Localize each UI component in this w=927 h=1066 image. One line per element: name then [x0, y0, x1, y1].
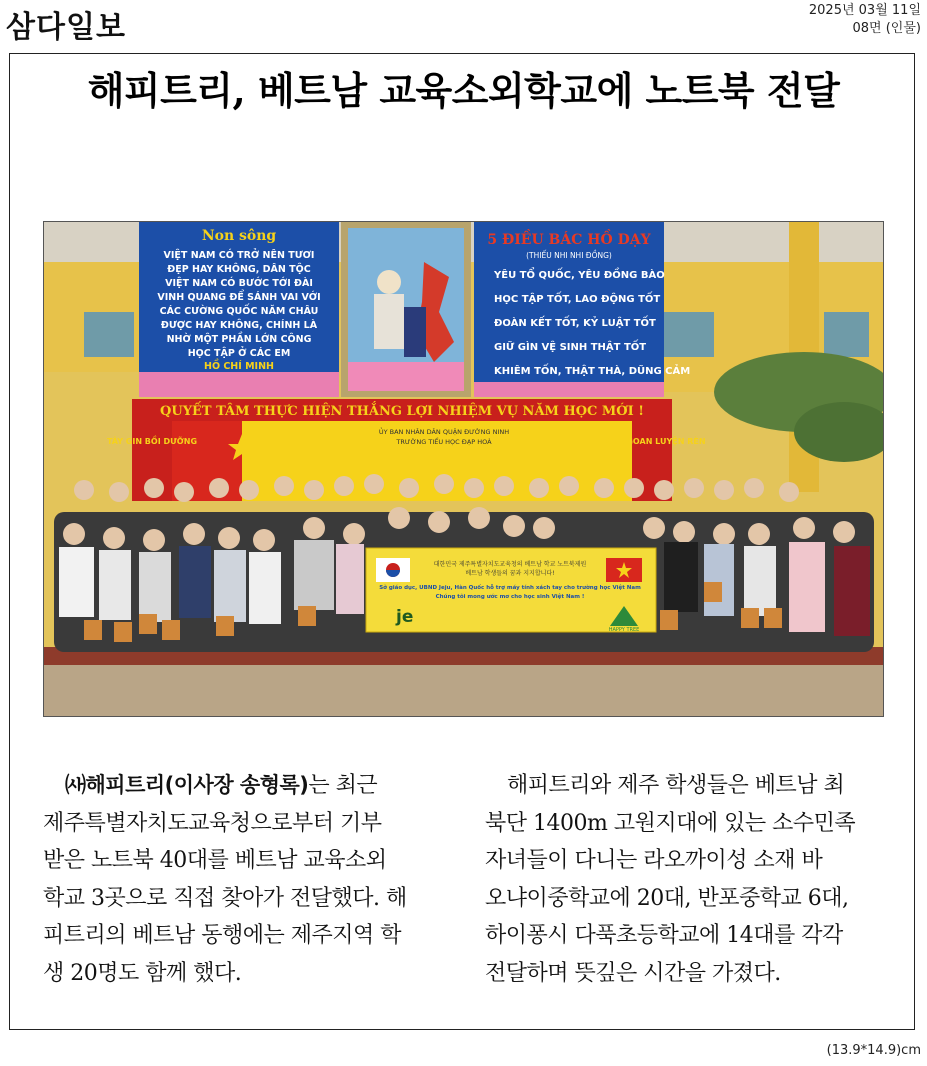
- article-line: 자녀들이 다니는 라오까이성 소재 바: [485, 848, 823, 873]
- banner-left-line: VIỆT NAM CÓ TRỞ NÊN TƯƠI: [163, 250, 315, 261]
- article-line: 하이퐁시 다푹초등학교에 14대를 각각: [485, 923, 843, 948]
- newspaper-masthead: 삼다일보: [6, 10, 126, 45]
- stage-line-1: ỦY BAN NHÂN DÂN QUẬN ĐƯỜNG NINH: [378, 428, 510, 436]
- article-column-left: [43, 767, 443, 992]
- banner-left-signature: HỒ CHÍ MINH: [204, 361, 274, 372]
- article-line: 생 20명도 함께 했다.: [43, 960, 242, 986]
- banner-left-line: ĐẸP HAY KHÔNG, DÂN TỘC: [167, 264, 311, 275]
- article-line: 해피트리와 제주 학생들은 베트남 최: [507, 773, 845, 798]
- banner-left-line: ĐƯỢC HAY KHÔNG, CHÍNH LÀ: [160, 320, 318, 331]
- banner-right-item: HỌC TẬP TỐT, LAO ĐỘNG TỐT: [494, 294, 661, 305]
- banner-right-item: KHIÊM TỐN, THẬT THÀ, DŨNG CẢM: [494, 366, 691, 377]
- held-banner-line-4: Chúng tôi mong ước mơ cho học sinh Việt Nam !: [435, 594, 585, 600]
- held-banner-line-2: 베트남 학생들의 꿈과 지지합니다!: [465, 570, 555, 577]
- group-photo-illustration: [44, 222, 884, 717]
- article-line: 피트리의 베트남 동행에는 제주지역 학: [43, 923, 402, 948]
- stage-left-sign: TÂY GIN BỒI DƯỠNG: [106, 437, 198, 446]
- banner-left-line: HỌC TẬP Ở CÁC EM: [187, 348, 291, 359]
- article-headline: 해피트리, 베트남 교육소외학교에 노트북 전달: [87, 68, 840, 113]
- article-line: 제주특별자치도교육청으로부터 기부: [43, 810, 382, 836]
- held-banner-logo-right: HAPPY TREE: [608, 627, 640, 633]
- banner-right-item: GIỮ GÌN VỆ SINH THẬT TỐT: [494, 342, 647, 353]
- stage-right-sign: TRÒ NGOAN LUYỆN RÈN: [598, 437, 706, 446]
- stage-banner: QUYẾT TÂM THỰC HIỆN THẮNG LỢI NHIỆM VỤ NĂM HỌC MỚI !: [160, 404, 644, 419]
- article-line: 북단 1400m 고원지대에 있는 소수민족: [485, 810, 856, 836]
- article-line: 받은 노트북 40대를 베트남 교육소외: [43, 848, 387, 873]
- article-column-right: [485, 767, 885, 992]
- banner-left-line: VIỆT NAM CÓ BƯỚC TỚI ĐÀI: [165, 278, 313, 289]
- dateline: [809, 2, 921, 38]
- held-banner-line-3: Sở giáo dục, UBND Jeju, Hàn Quốc hỗ trợ máy tính xách tay cho trường học Việt Nam: [379, 585, 641, 591]
- banner-left-line: CÁC CƯỜNG QUỐC NĂM CHÂU: [159, 306, 319, 317]
- banner-right-title: 5 ĐIỀU BÁC HỒ DẠY: [487, 232, 651, 248]
- article-line: 오냐이중학교에 20대, 반포중학교 6대,: [485, 885, 849, 911]
- stage-line-2: TRƯỜNG TIỂU HỌC ĐẠP HOÀ: [396, 438, 492, 446]
- banner-left-line: VINH QUANG ĐỂ SÁNH VAI VỚI: [157, 292, 321, 303]
- issue-date: 2025년 03월 11일: [808, 3, 921, 18]
- banner-right-item: YÊU TỔ QUỐC, YÊU ĐỒNG BÀO: [494, 270, 665, 281]
- banner-right-subtitle: (THIẾU NHI NHI ĐỒNG): [526, 251, 612, 260]
- banner-left-title: Non sông: [201, 228, 277, 244]
- banner-right-item: ĐOÀN KẾT TỐT, KỶ LUẬT TỐT: [494, 318, 656, 329]
- article-line-text: 는 최근: [308, 773, 378, 798]
- held-banner-logo-left: je: [396, 607, 414, 627]
- clip-size-note: (13.9*14.9)cm: [826, 1043, 921, 1058]
- article-photo: [43, 221, 884, 717]
- article-line: 학교 3곳으로 직접 찾아가 전달했다. 해: [43, 885, 407, 911]
- held-banner-line-1: 대한민국 제주특별자치도교육청의 베트남 학교 노트북제원: [433, 561, 587, 568]
- article-line: [43, 767, 443, 805]
- article-line: 전달하며 뜻깊은 시간을 가졌다.: [485, 960, 781, 986]
- article-lead: ㈔해피트리(이사장 송형록): [65, 773, 309, 797]
- banner-left-line: NHỜ MỘT PHẦN LỚN CÔNG: [166, 334, 312, 345]
- page-section: 08면 (인물): [852, 21, 921, 36]
